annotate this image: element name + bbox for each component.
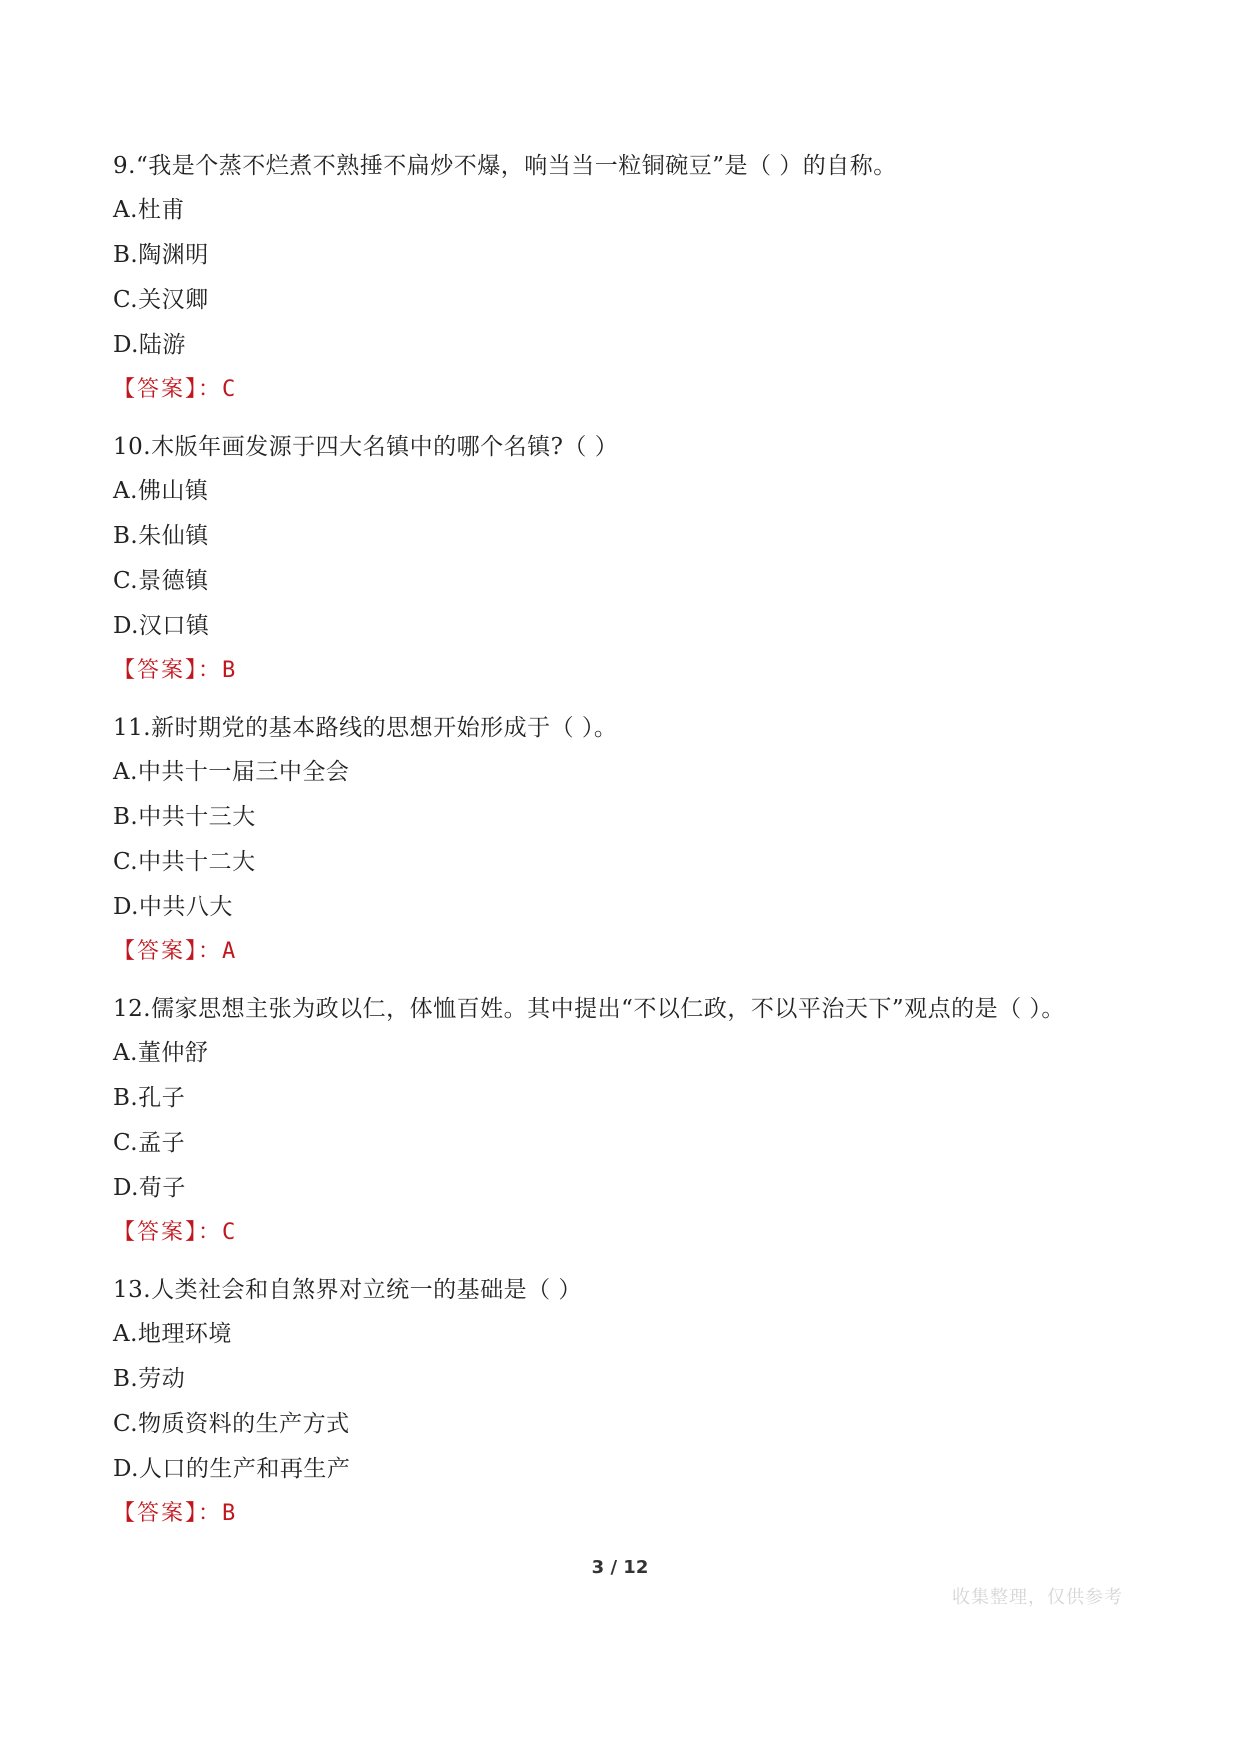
option-a: A.董仲舒: [113, 1040, 209, 1066]
option-b: B.陶渊明: [113, 242, 209, 268]
option-c: C.中共十二大: [113, 849, 256, 875]
answer-label: 【答案】：: [113, 1501, 223, 1526]
answer-label: 【答案】：: [113, 1220, 223, 1245]
option-a: A.中共十一届三中全会: [113, 759, 350, 785]
option-b: B.朱仙镇: [113, 523, 209, 549]
option-d: D.汉口镇: [113, 613, 210, 639]
option-d: D.荀子: [113, 1175, 186, 1201]
option-c: C.景德镇: [113, 568, 209, 594]
option-c: C.孟子: [113, 1130, 186, 1156]
answer-line: [113, 938, 1163, 993]
question-9: [113, 150, 1163, 431]
question-text: 9.“我是个蒸不烂煮不熟捶不扁炒不爆，响当当一粒铜碗豆”是（ ）的自称。: [113, 153, 897, 179]
answer-line: [113, 657, 1163, 712]
page-number: 3 / 12: [591, 1557, 649, 1578]
answer-value: B: [222, 658, 238, 683]
question-13: [113, 1274, 1163, 1555]
answer-line: [113, 1500, 1163, 1555]
watermark-text: 收集整理，仅供参考: [952, 1587, 1123, 1608]
option-b: B.劳动: [113, 1366, 186, 1392]
answer-label: 【答案】：: [113, 377, 223, 402]
option-a: A.佛山镇: [113, 478, 209, 504]
answer-line: [113, 1219, 1163, 1274]
question-10: [113, 431, 1163, 712]
option-b: B.中共十三大: [113, 804, 256, 830]
option-d: D.人口的生产和再生产: [113, 1456, 351, 1482]
option-a: A.杜甫: [113, 197, 185, 223]
option-d: D.陆游: [113, 332, 186, 358]
answer-value: C: [222, 1220, 238, 1245]
question-text: 11.新时期党的基本路线的思想开始形成于（ ）。: [113, 715, 618, 741]
answer-label: 【答案】：: [113, 939, 223, 964]
question-text: 12.儒家思想主张为政以仁，体恤百姓。其中提出“不以仁政，不以平治天下”观点的是（ ）。: [113, 996, 1065, 1022]
question-text: 13.人类社会和自煞界对立统一的基础是（ ）: [113, 1277, 582, 1303]
question-12: [113, 993, 1163, 1274]
question-list: [113, 150, 1163, 1555]
option-a: A.地理环境: [113, 1321, 232, 1347]
answer-value: C: [222, 377, 238, 402]
option-b: B.孔子: [113, 1085, 186, 1111]
option-c: C.物质资料的生产方式: [113, 1411, 350, 1437]
answer-value: A: [222, 939, 238, 964]
option-c: C.关汉卿: [113, 287, 209, 313]
answer-value: B: [222, 1501, 238, 1526]
answer-line: [113, 376, 1163, 431]
option-d: D.中共八大: [113, 894, 233, 920]
question-text: 10.木版年画发源于四大名镇中的哪个名镇?（ ）: [113, 434, 619, 460]
answer-label: 【答案】：: [113, 658, 223, 683]
question-11: [113, 712, 1163, 993]
